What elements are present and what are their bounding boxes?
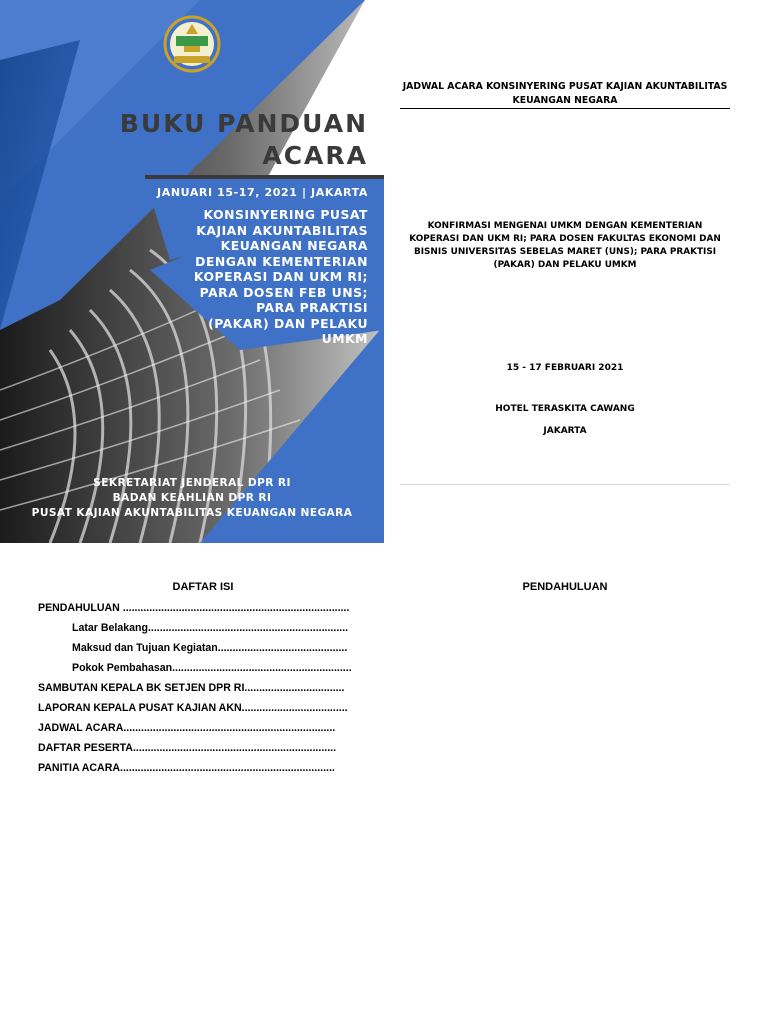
cover-subtitle-line: UMKM xyxy=(321,331,368,346)
cover-organization xyxy=(0,476,384,521)
cover-title-line: ACARA xyxy=(262,141,368,170)
schedule-city: JAKARTA xyxy=(543,426,587,436)
cover-subtitle-line: DENGAN KEMENTERIAN xyxy=(195,253,368,269)
cover-subtitle-line: KONSINYERING PUSAT xyxy=(203,207,368,222)
schedule-description: KONFIRMASI MENGENAI UMKM DENGAN KEMENTERIAN KOPERASI DAN UKM RI; PARA DOSEN FAKULTAS EKONOMI DAN BISNIS UNIVERSITAS SEBELAS MARET (UNS); PARA PRAKTISI (PAKAR) DAN PELAKU UMKM xyxy=(409,221,721,270)
cover-title xyxy=(120,108,368,172)
toc-item[interactable]: Maksud dan Tujuan Kegiatan............................................ xyxy=(72,642,348,654)
cover-org-line: PUSAT KAJIAN AKUNTABILITAS KEUANGAN NEGARA xyxy=(31,507,353,519)
toc-item[interactable]: DAFTAR PESERTA..................................................................... xyxy=(38,742,337,754)
cover-subtitle-line: PARA DOSEN FEB UNS; xyxy=(199,284,368,300)
cover-subtitle-line: KEUANGAN NEGARA xyxy=(220,238,368,253)
cover-subtitle-line: KOPERASI DAN UKM RI; xyxy=(193,269,368,284)
cover-subtitle xyxy=(138,207,368,347)
toc-item[interactable]: LAPORAN KEPALA PUSAT KAJIAN AKN.................................... xyxy=(38,702,348,714)
cover-date-location: JANUARI 15-17, 2021 | JAKARTA xyxy=(157,186,368,199)
toc-item[interactable]: PENDAHULUAN ............................................................................. xyxy=(38,602,350,614)
cover-subtitle-line: (PAKAR) DAN PELAKU xyxy=(208,315,368,331)
toc-item[interactable]: PANITIA ACARA......................................................................... xyxy=(38,762,335,774)
toc-title: DAFTAR ISI xyxy=(172,581,234,593)
dpr-emblem-icon xyxy=(162,14,222,74)
toc-list xyxy=(38,598,368,778)
cover-divider xyxy=(145,175,384,179)
schedule-date: 15 - 17 FEBRUARI 2021 xyxy=(506,363,624,373)
toc-item[interactable]: SAMBUTAN KEPALA BK SETJEN DPR RI.................................. xyxy=(38,682,345,694)
cover-org-line: BADAN KEAHLIAN DPR RI xyxy=(112,492,272,504)
toc-item[interactable]: Latar Belakang.................................................................... xyxy=(72,622,349,634)
cover-subtitle-line: PARA PRAKTISI xyxy=(256,300,368,315)
schedule-divider xyxy=(400,108,730,109)
cover-org-line: SEKRETARIAT JENDERAL DPR RI xyxy=(93,477,291,489)
cover-page xyxy=(0,0,384,543)
cover-subtitle-line: KAJIAN AKUNTABILITAS xyxy=(196,222,368,238)
toc-item[interactable]: Pokok Pembahasan............................................................. xyxy=(72,662,352,674)
toc-item[interactable]: JADWAL ACARA........................................................................ xyxy=(38,722,336,734)
cover-title-line: BUKU PANDUAN xyxy=(119,109,368,138)
intro-title: PENDAHULUAN xyxy=(522,581,608,593)
page-divider xyxy=(400,484,730,485)
schedule-venue: HOTEL TERASKITA CAWANG xyxy=(495,404,635,414)
schedule-heading: JADWAL ACARA KONSINYERING PUSAT KAJIAN AKUNTABILITAS KEUANGAN NEGARA xyxy=(402,81,728,106)
